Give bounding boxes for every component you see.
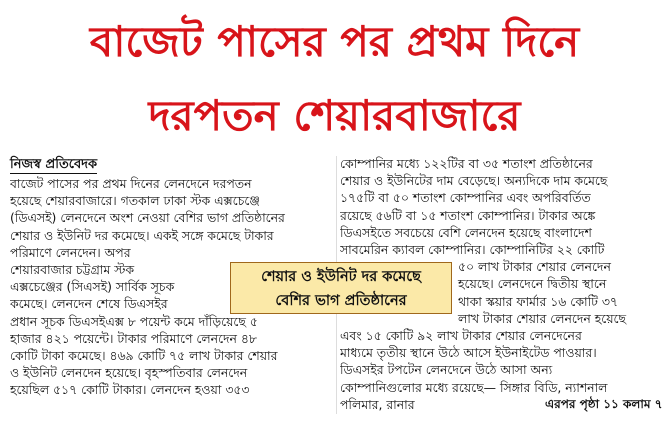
right-line-6: সাবমেরিন ক্যাবল কোম্পানির। কোম্পানিটির ২২ কোটি bbox=[340, 241, 605, 257]
left-line-9: প্রধান সূচক ডিএসইএক্স ৮ পয়েন্ট কমে দাঁড়িয়েছে ৫ bbox=[10, 313, 258, 329]
right-bottom-line-1: এবং ১৫ কোটি ৯২ লাখ টাকার শেয়ার লেনদেনের bbox=[340, 328, 582, 343]
left-line-12: ও ইউনিট লেনদেন হয়েছে। বৃহস্পতিবার লেনদেন bbox=[10, 365, 248, 381]
right-line-10: লাখ টাকার শেয়ার লেনদেন হয়েছে bbox=[458, 310, 627, 326]
left-line-11: কোটি টাকা কমেছে। ৪৬৯ কোটি ৭৫ লাখ টাকার শেয়ার bbox=[10, 347, 278, 363]
left-line-5: পরিমাণে লেনদেন। অপর bbox=[10, 244, 131, 260]
left-line-2: হয়েছে শেয়ারবাজারে। গতকাল ঢাকা স্টক এক্সচেঞ্জে bbox=[10, 193, 260, 209]
right-bottom-line-5: পলিমার, রানার bbox=[340, 396, 415, 412]
right-line-2: শেয়ার ও ইউনিটের দাম বেড়েছে। অন্যদিকে দাম কমেছে bbox=[340, 173, 608, 189]
pullquote-line-1: শেয়ার ও ইউনিট দর কমেছে bbox=[261, 269, 421, 285]
headline-line-1: বাজেট পাসের পর প্রথম দিনে bbox=[89, 17, 580, 66]
left-line-1: বাজেট পাসের পর প্রথম দিনের লেনদেনে দরপতন bbox=[10, 176, 252, 191]
continued-note: এরপর পৃষ্ঠা ১১ কলাম ৭ bbox=[545, 397, 663, 411]
left-line-7: এক্সচেঞ্জের (সিএসই) সার্বিক সূচক bbox=[10, 279, 175, 295]
left-line-13: হয়েছিল ৫১৭ কোটি টাকার। লেনদেন হওয়া ৩৫৩ bbox=[10, 382, 250, 398]
right-line-9: থাকা স্কয়ার ফার্মার ১৬ কোটি ৩৭ bbox=[458, 293, 618, 309]
right-bottom-line-2: মাধ্যমে তৃতীয় স্থানে উঠে আসে ইউনাইটেড পাওয়ার। bbox=[340, 345, 597, 361]
right-line-1: কোম্পানির মধ্যে ১২২টির বা ৩৫ শতাংশ প্রতিষ্ঠানের bbox=[340, 156, 593, 171]
pullquote-box bbox=[230, 262, 452, 314]
right-line-8: হয়েছে। লেনদেনে দ্বিতীয় স্থানে bbox=[458, 276, 607, 292]
headline-line-2: দরপতন শেয়ারবাজারে bbox=[148, 91, 521, 140]
pullquote-line-2: বেশির ভাগ প্রতিষ্ঠানের bbox=[275, 293, 407, 309]
byline: নিজস্ব প্রতিবেদক bbox=[10, 157, 98, 172]
right-line-7: ৫০ লাখ টাকার শেয়ার লেনদেন bbox=[458, 259, 611, 275]
left-line-3: (ডিএসই) লেনদেনে অংশ নেওয়া বেশির ভাগ প্রতিষ্ঠানের bbox=[10, 210, 285, 226]
right-bottom-line-4: কোম্পানিগুলোর মধ্যে রয়েছে— সিঙ্গার বিডি, ন্যাশনাল bbox=[340, 379, 608, 395]
right-bottom-line-3: ডিএসইর টপটেন লেনদেনে উঠে আসা অন্য bbox=[340, 362, 553, 378]
left-line-8: কমেছে। লেনদেন শেষে ডিএসইর bbox=[10, 296, 168, 312]
left-line-10: হাজার ৪২১ পয়েন্টে। টাকার পরিমাণে লেনদেন ৪৮ bbox=[10, 330, 257, 346]
left-line-4: শেয়ার ও ইউনিট দর কমেছে। একই সঙ্গে কমেছে টাকার bbox=[10, 227, 274, 243]
right-line-3: ১৭৫টি বা ৫০ শতাংশ কোম্পানির এবং অপরিবর্তিত bbox=[340, 190, 591, 206]
right-line-5: ডিএসইতে সবচেয়ে বেশি লেনদেন হয়েছে বাংলাদেশ bbox=[340, 224, 592, 240]
left-line-6: শেয়ারবাজার চট্টগ্রাম স্টক bbox=[10, 261, 135, 277]
right-line-4: রয়েছে ৫৬টি বা ১৫ শতাংশ কোম্পানির। টাকার অঙ্কে bbox=[340, 207, 596, 223]
